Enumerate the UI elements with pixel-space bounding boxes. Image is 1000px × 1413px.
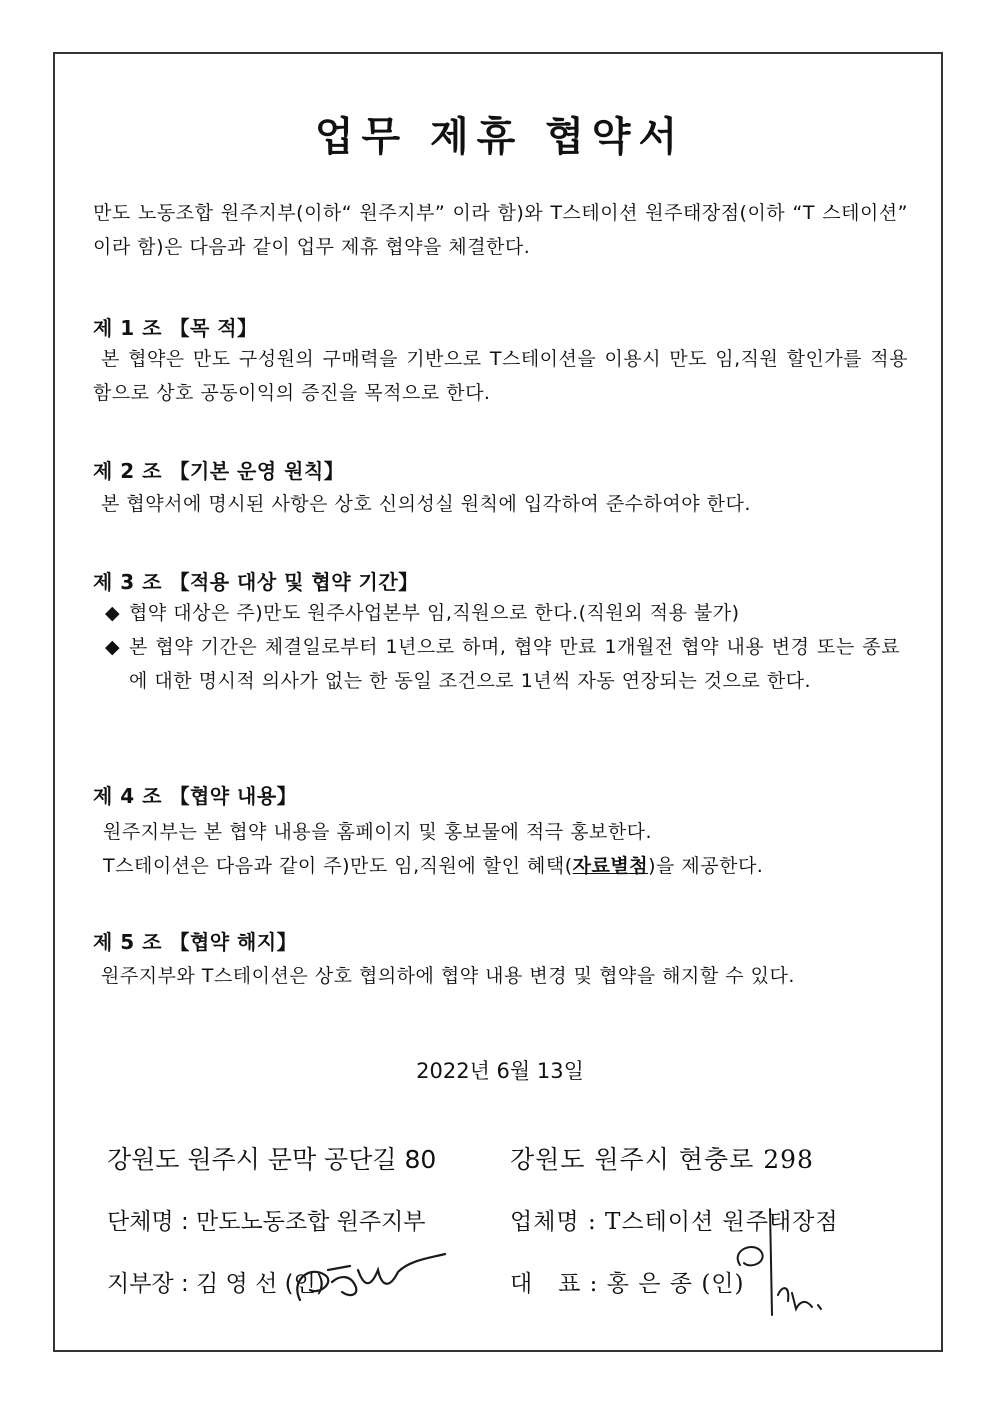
article-3-bullet-1-text: 협약 대상은 주)만도 원주사업본부 임,직원으로 한다.(직원외 적용 불가): [129, 602, 740, 624]
diamond-bullet-icon: ◆: [105, 636, 121, 658]
right-party-address: 강원도 원주시 현충로 298: [510, 1145, 814, 1174]
article-4-line-2: [103, 851, 763, 878]
article-3-bullet-2: [105, 630, 900, 698]
article-3-bullet-2-text: 본 협약 기간은 체결일로부터 1년으로 하며, 협약 만료 1개월전 협약 내용 변경 또는 종료에 대한 명시적 의사가 없는 한 동일 조건으로 1년씩 자동 연장되는 것으로 한다.: [129, 636, 900, 692]
article-4-title: 제 4 조 【협약 내용】: [93, 784, 298, 808]
right-party-rep: 대 표 : 홍 은 종 (인): [510, 1271, 745, 1297]
intro-paragraph: 만도 노동조합 원주지부(이하“ 원주지부” 이라 함)와 T스테이션 원주태장점(이하 “T 스테이션” 이라 함)은 다음과 같이 업무 제휴 협약을 체결한다.: [93, 202, 908, 258]
diamond-bullet-icon: ◆: [105, 602, 121, 624]
article-4-line-2-post: )을 제공한다.: [648, 855, 764, 877]
article-2-title: 제 2 조 【기본 운영 원칙】: [93, 459, 345, 483]
left-signature-icon: [280, 1240, 460, 1320]
attachment-reference: 자료별첨: [572, 855, 649, 877]
article-4-line-1: 원주지부는 본 협약 내용을 홈페이지 및 홍보물에 적극 홍보한다.: [103, 821, 653, 843]
article-1-body: 본 협약은 만도 구성원의 구매력을 기반으로 T스테이션을 이용시 만도 임,직원 할인가를 적용함으로 상호 공동이익의 증진을 목적으로 한다.: [93, 348, 908, 404]
article-5-body: 원주지부와 T스테이션은 상호 협의하에 협약 내용 변경 및 협약을 해지할 수 있다.: [101, 965, 795, 987]
article-3-bullet-1: [105, 596, 900, 630]
document-title: 업무 제휴 협약서: [314, 113, 686, 160]
left-party-address: 강원도 원주시 문막 공단길 80: [107, 1145, 437, 1174]
right-signature-icon: [700, 1205, 840, 1330]
agreement-date: 2022년 6월 13일: [416, 1059, 584, 1083]
article-3-title: 제 3 조 【적용 대상 및 협약 기간】: [93, 570, 419, 594]
article-2-body: 본 협약서에 명시된 사항은 상호 신의성실 원칙에 입각하여 준수하여야 한다.: [101, 493, 751, 515]
left-party-rep: 지부장 : 김 영 선 (인): [107, 1271, 325, 1297]
article-4-line-2-pre: T스테이션은 다음과 같이 주)만도 임,직원에 할인 혜택(: [103, 855, 573, 877]
article-5-title: 제 5 조 【협약 해지】: [93, 930, 298, 954]
article-1-title: 제 1 조 【목 적】: [93, 316, 258, 340]
left-party-org: 단체명 : 만도노동조합 원주지부: [107, 1209, 426, 1235]
right-party-org: 업체명 : T스테이션 원주태장점: [510, 1209, 839, 1235]
